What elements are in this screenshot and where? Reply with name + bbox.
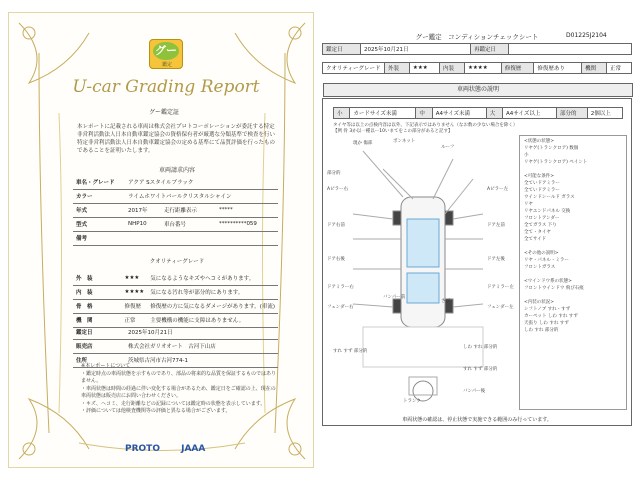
notes: ※本レポートについて ・鑑定時点の車両状態を示すものであり、部品の将来的な品質を保証するものではありません。 ・車両状態は時間の経過に伴い変化する場合があるため、鑑定日をご確認の上、現在の車両状態は販売店にお問い合わせください。 ・キズ、ヘコミ、走行距離などの記録については鑑定時の状態を表示しています。 ・評価については他検査機関等の評価と異なる場合がございます。 xyxy=(81,363,277,414)
label: 現か 傷部 xyxy=(353,141,373,146)
grading-certificate xyxy=(8,12,314,468)
quality-grade-label: クオリティーグレード xyxy=(149,259,205,265)
label: すれ すず 部分的 xyxy=(463,367,498,372)
condition-check-sheet xyxy=(322,12,632,468)
label: ボンネット xyxy=(393,139,416,144)
table-row: 住所 茨城県古河市古河774-1 xyxy=(73,353,278,367)
sheet-footer: 車両状態の確認は、停止状態で実施できる範囲のみ行っています。 xyxy=(402,417,552,423)
label: ルーフ xyxy=(441,145,455,150)
label: Aピラー右 xyxy=(327,187,349,192)
vehicle-state-box xyxy=(322,86,632,426)
vehicle-state-title: 車両状態の説明 xyxy=(323,83,633,97)
label: トランク xyxy=(403,399,421,404)
condition-panel: <状態の状態> リヤゲ(トランクロア) 数個 小 リヤゲ(トランクロア) ペイント <可能な条件> 全ていドアミラー 全ていドアミラー ウインドシールド ガラス リヤ リヤエンドパネル 交換 フロントアンダー 全てガラス 下り 全て・タイヤ 全てサイド <その他の説明> リヤ・パネル・ミラー フロントガラス <ウインドウ系の状態> フロントウインドウ 飛び石痕 <内装の状況> シフトノブ すれ・すず カーペット しわ すれ すず 天張り しわ すれ すず しわ すれ 部分的 xyxy=(519,135,627,410)
vehicle-table xyxy=(73,175,278,246)
table-row: カラー ライムホワイトパールクリスタルシャイン xyxy=(73,189,278,203)
jaaa-logo: JAAA xyxy=(181,444,206,454)
sheet-title: グー鑑定 コンディションチェックシート xyxy=(415,33,539,41)
dealer-table xyxy=(73,325,278,368)
label: 部分的 xyxy=(327,171,341,176)
table-row: 販売店 株式会社ガリオオート 古河下山店 xyxy=(73,339,278,353)
table-row: 内 装 ★★★★ 気になる汚れ等が部分的にあります。 xyxy=(73,285,278,299)
label: ドア右後 xyxy=(327,257,345,262)
document-id: D01225J2104 xyxy=(566,32,607,39)
car-diagram xyxy=(323,139,519,419)
exterior-stars: ★★★ xyxy=(122,271,148,285)
label: しわ すれ 部分的 xyxy=(463,345,498,350)
label: ドア左後 xyxy=(487,257,505,262)
engine-status: 正常 xyxy=(122,313,148,327)
report-title: U-car Grading Report xyxy=(72,77,260,97)
table-row: 外 装 ★★★ 気になるようなキズやヘコミがあります。 xyxy=(73,271,278,285)
size-legend: 小 カードサイズ未満 中 A4サイズ未満 大 A4サイズ以上 部分的 2個以上 xyxy=(333,107,623,119)
frame-status: 修復歴 xyxy=(122,299,148,313)
label: バンパー後 xyxy=(463,389,486,394)
label: ドアミラー左 xyxy=(487,285,514,290)
proto-logo: PROTO xyxy=(125,444,160,454)
table-row: 型式 NHP10 車台番号 **********059 xyxy=(73,217,278,231)
label: フェンダー右 xyxy=(327,305,354,310)
label: ドアミラー右 xyxy=(327,285,354,290)
label: バンパー前 xyxy=(383,295,406,300)
label: さび xyxy=(441,299,450,304)
date-row: 鑑定日 2025年10月21日 再鑑定日 xyxy=(322,43,632,55)
label: フェンダー左 xyxy=(487,305,514,310)
table-row: 車名・グレード アクア Sスタイルブラック xyxy=(73,175,278,189)
table-row: 骨 格 修復歴 修復歴の方に気になるダメージがあります。(車流) xyxy=(73,299,278,313)
table-row: 鑑定日 2025年10月21日 xyxy=(73,325,278,339)
badge-text: 鑑定 xyxy=(161,62,172,68)
table-row: 備考 xyxy=(73,231,278,245)
grade-row: クオリティーグレード 外装 ★★★ 内装 ★★★★ 修復歴 修復歴あり 機関 正常 xyxy=(322,62,632,74)
table-row: 年式 2017年 走行距離表示 ***** xyxy=(73,203,278,217)
table-row: 機 関 正常 主要機構の機能に支障はありません。 xyxy=(73,313,278,327)
goo-kantei-badge xyxy=(149,39,183,69)
label: すれ すず 部分的 xyxy=(333,349,368,354)
logo-row xyxy=(125,444,245,458)
label: Aピラー左 xyxy=(487,187,509,192)
label: ドア右前 xyxy=(327,223,345,228)
badge-mark: グー xyxy=(153,42,179,60)
section-title: 車両請求内容 xyxy=(158,167,195,174)
legend-note: タイヤ等は以上の点検内容は以外、下記表示ではありません（なお数の少ない場合を除く） 【例 骨 3か以一種以ー10いまてをこの部分があると記す】 xyxy=(333,123,518,134)
interior-stars: ★★★★ xyxy=(122,285,148,299)
certificate-paragraph: 本レポートに記載される車両は株式会社プロトコーポレーションが委託する特定非営利活動法人日本自動車鑑定協会の資格保有者が厳選な分類基準で検査を行い特定非営利活動法人日本自動車鑑定協会の定める基準にて品質評価を行ったものであることを証明いたします。 xyxy=(77,124,276,154)
certificate-subtitle: グー鑑定証 xyxy=(148,109,179,116)
ratings-table xyxy=(73,271,278,328)
label: ドア左前 xyxy=(487,223,505,228)
